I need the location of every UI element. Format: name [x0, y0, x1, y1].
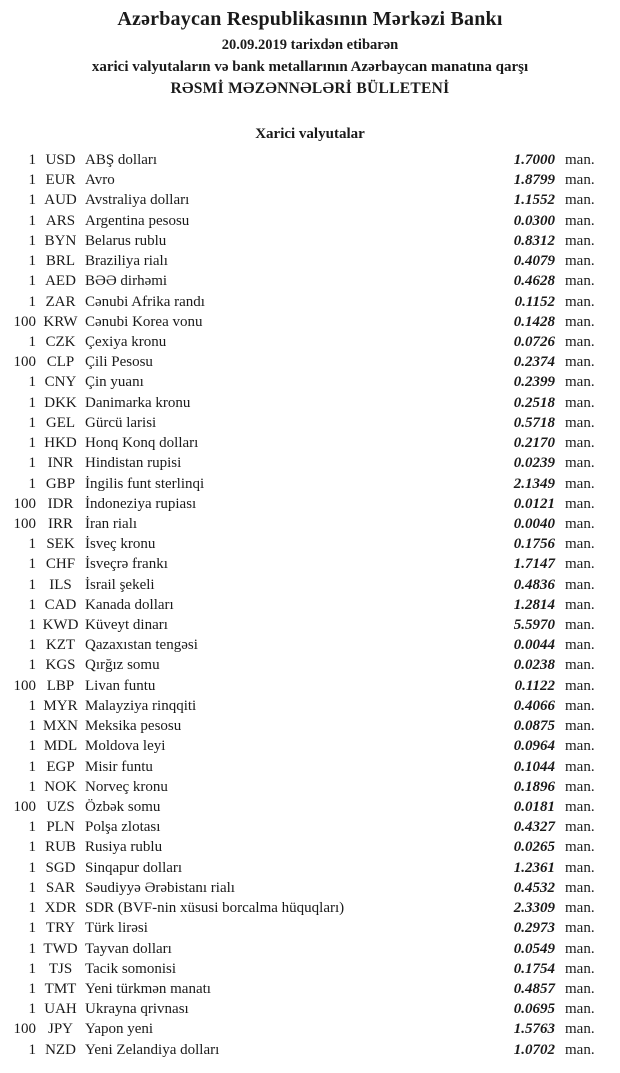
- rate-row: [0, 777, 620, 797]
- rate-row: [0, 271, 620, 291]
- currency-name-cell: Tacik somonisi: [85, 960, 177, 977]
- currency-code-cell: CLP: [46, 354, 75, 371]
- rate-value-cell: 0.1152: [514, 293, 555, 310]
- rate-value-cell: 5.5970: [513, 617, 555, 634]
- unit-cell: man.: [565, 596, 595, 613]
- nominal-cell: 1: [28, 596, 36, 613]
- currency-name-cell: Qazaxıstan tengəsi: [85, 637, 198, 654]
- unit-cell: man.: [565, 758, 595, 775]
- rate-value-cell: 0.0875: [513, 718, 555, 735]
- rate-value-cell: 0.0695: [513, 1001, 555, 1018]
- unit-cell: man.: [565, 414, 595, 431]
- effective-date-line: 20.09.2019 tarixdən etibarən: [221, 37, 399, 53]
- nominal-cell: 1: [28, 980, 36, 997]
- unit-cell: man.: [565, 920, 595, 937]
- unit-cell: man.: [565, 374, 595, 391]
- currency-code-cell: INR: [47, 455, 74, 472]
- currency-name-cell: Hindistan rupisi: [85, 455, 182, 472]
- currency-name-cell: Yeni türkmən manatı: [85, 980, 211, 997]
- nominal-cell: 1: [28, 839, 36, 856]
- currency-code-cell: ZAR: [45, 293, 76, 310]
- nominal-cell: 1: [28, 758, 36, 775]
- unit-cell: man.: [565, 738, 595, 755]
- unit-cell: man.: [565, 495, 595, 512]
- unit-cell: man.: [565, 333, 595, 350]
- unit-cell: man.: [565, 354, 595, 371]
- rate-row: [0, 170, 620, 190]
- currency-name-cell: Malayziya rinqqiti: [85, 697, 197, 714]
- rate-value-cell: 0.4836: [513, 576, 555, 593]
- section-title-foreign-currencies: Xarici valyutalar: [255, 126, 365, 142]
- unit-cell: man.: [565, 879, 595, 896]
- currency-name-cell: Çexiya kronu: [85, 333, 167, 350]
- currency-name-cell: Misir funtu: [85, 758, 153, 775]
- rate-row: [0, 453, 620, 473]
- currency-code-cell: UAH: [44, 1001, 77, 1018]
- unit-cell: man.: [565, 576, 595, 593]
- rate-value-cell: 0.0726: [513, 333, 555, 350]
- nominal-cell: 1: [28, 879, 36, 896]
- rate-value-cell: 0.8312: [513, 232, 555, 249]
- rate-row: [0, 696, 620, 716]
- unit-cell: man.: [565, 960, 595, 977]
- rate-value-cell: 0.0964: [513, 738, 555, 755]
- currency-name-cell: Avstraliya dolları: [85, 192, 190, 209]
- currency-code-cell: KRW: [43, 313, 78, 330]
- unit-cell: man.: [565, 212, 595, 229]
- currency-name-cell: İngilis funt sterlinqi: [85, 475, 205, 492]
- rate-row: [0, 939, 620, 959]
- unit-cell: man.: [565, 859, 595, 876]
- rate-value-cell: 1.7147: [513, 556, 555, 573]
- currency-code-cell: DKK: [44, 394, 77, 411]
- bulletin-title: RƏSMİ MƏZƏNNƏLƏRİ BÜLLETENİ: [170, 80, 450, 97]
- unit-cell: man.: [565, 697, 595, 714]
- currency-name-cell: Braziliya rialı: [85, 253, 168, 270]
- currency-code-cell: RUB: [45, 839, 76, 856]
- currency-name-cell: ABŞ dolları: [85, 152, 158, 168]
- currency-name-cell: Çin yuanı: [85, 374, 144, 391]
- currency-code-cell: CHF: [45, 556, 76, 573]
- currency-name-cell: Yeni Zelandiya dolları: [85, 1041, 220, 1058]
- nominal-cell: 1: [28, 253, 36, 270]
- nominal-cell: 1: [28, 293, 36, 310]
- unit-cell: man.: [565, 192, 595, 209]
- bank-title: Azərbaycan Respublikasının Mərkəzi Bankı: [117, 8, 503, 30]
- currency-code-cell: TMT: [44, 980, 77, 997]
- currency-name-cell: Moldova leyi: [85, 738, 166, 755]
- nominal-cell: 100: [13, 495, 36, 512]
- currency-code-cell: BYN: [44, 232, 77, 249]
- rate-value-cell: 0.4066: [513, 697, 555, 714]
- currency-code-cell: SEK: [46, 536, 75, 553]
- currency-code-cell: XDR: [44, 900, 77, 917]
- rate-row: [0, 595, 620, 615]
- rate-row: [0, 999, 620, 1019]
- currency-name-cell: Ukrayna qrivnası: [85, 1001, 189, 1018]
- nominal-cell: 100: [13, 354, 36, 371]
- unit-cell: man.: [565, 556, 595, 573]
- currency-code-cell: MXN: [42, 718, 78, 735]
- rate-value-cell: 0.0121: [513, 495, 555, 512]
- currency-name-cell: Tayvan dolları: [85, 940, 172, 957]
- rate-value-cell: 1.2814: [513, 596, 555, 613]
- currency-name-cell: Livan funtu: [85, 677, 156, 694]
- rate-row: [0, 716, 620, 736]
- rate-row: [0, 736, 620, 756]
- currency-name-cell: Rusiya rublu: [85, 839, 163, 856]
- currency-name-cell: Yapon yeni: [85, 1021, 154, 1038]
- unit-cell: man.: [565, 637, 595, 654]
- rate-row: [0, 959, 620, 979]
- unit-cell: man.: [565, 657, 595, 674]
- nominal-cell: 100: [13, 1021, 36, 1038]
- nominal-cell: 1: [28, 556, 36, 573]
- unit-cell: man.: [565, 980, 595, 997]
- nominal-cell: 1: [28, 435, 36, 452]
- currency-name-cell: Səudiyyə Ərəbistanı rialı: [85, 879, 235, 896]
- rate-row: [0, 393, 620, 413]
- currency-code-cell: UZS: [46, 799, 75, 815]
- currency-name-cell: Argentina pesosu: [85, 212, 190, 229]
- rate-value-cell: 0.0044: [513, 637, 555, 654]
- nominal-cell: 1: [28, 738, 36, 755]
- rate-value-cell: 1.5763: [513, 1021, 555, 1038]
- rate-value-cell: 0.4079: [513, 253, 555, 270]
- rate-row: [0, 494, 620, 514]
- unit-cell: man.: [565, 232, 595, 249]
- currency-code-cell: IDR: [47, 495, 74, 512]
- rate-value-cell: 1.8799: [513, 172, 555, 189]
- nominal-cell: 1: [28, 374, 36, 391]
- currency-code-cell: JPY: [47, 1021, 73, 1038]
- nominal-cell: 1: [28, 536, 36, 553]
- rate-value-cell: 1.2361: [513, 859, 555, 876]
- nominal-cell: 1: [28, 657, 36, 674]
- currency-code-cell: TWD: [43, 940, 78, 957]
- rate-row: [0, 676, 620, 696]
- unit-cell: man.: [565, 839, 595, 856]
- rate-row: [0, 979, 620, 999]
- currency-code-cell: TJS: [48, 960, 73, 977]
- nominal-cell: 100: [13, 677, 36, 694]
- nominal-cell: 100: [13, 799, 36, 815]
- rate-row: [0, 858, 620, 878]
- currency-name-cell: İsveç kronu: [85, 536, 156, 553]
- rate-value-cell: 2.3309: [513, 900, 555, 917]
- unit-cell: man.: [565, 900, 595, 917]
- currency-name-cell: Sinqapur dolları: [85, 859, 183, 876]
- currency-code-cell: MDL: [43, 738, 78, 755]
- rate-value-cell: 0.2973: [513, 920, 555, 937]
- currency-code-cell: SGD: [45, 859, 76, 876]
- unit-cell: man.: [565, 455, 595, 472]
- unit-cell: man.: [565, 617, 595, 634]
- nominal-cell: 1: [28, 718, 36, 735]
- rate-value-cell: 1.7000: [513, 152, 555, 168]
- unit-cell: man.: [565, 940, 595, 957]
- rate-row: [0, 1019, 620, 1039]
- rate-row: [0, 352, 620, 372]
- unit-cell: man.: [565, 273, 595, 290]
- rate-value-cell: 0.4857: [513, 980, 555, 997]
- rate-row: [0, 534, 620, 554]
- unit-cell: man.: [565, 778, 595, 795]
- currency-code-cell: NZD: [45, 1041, 76, 1058]
- rate-value-cell: 0.2374: [513, 354, 555, 371]
- currency-name-cell: İsrail şekeli: [85, 576, 155, 593]
- rate-value-cell: 0.1754: [513, 960, 555, 977]
- unit-cell: man.: [565, 152, 595, 168]
- rate-value-cell: 0.0549: [513, 940, 555, 957]
- rate-row: [0, 554, 620, 574]
- rate-row: [0, 878, 620, 898]
- rate-value-cell: 1.0702: [513, 1041, 555, 1058]
- rate-row: [0, 575, 620, 595]
- rate-value-cell: 0.4628: [513, 273, 555, 290]
- nominal-cell: 1: [28, 475, 36, 492]
- nominal-cell: 1: [28, 152, 36, 168]
- rate-row: [0, 757, 620, 777]
- rate-value-cell: 0.1756: [513, 536, 555, 553]
- currency-code-cell: ARS: [45, 212, 76, 229]
- nominal-cell: 1: [28, 778, 36, 795]
- rate-value-cell: 0.4327: [513, 819, 555, 836]
- currency-code-cell: KZT: [45, 637, 76, 654]
- rate-row: [0, 413, 620, 433]
- currency-code-cell: GEL: [45, 414, 76, 431]
- unit-cell: man.: [565, 819, 595, 836]
- currency-code-cell: CAD: [44, 596, 77, 613]
- unit-cell: man.: [565, 799, 595, 815]
- rate-value-cell: 0.0238: [513, 657, 555, 674]
- nominal-cell: 1: [28, 192, 36, 209]
- currency-code-cell: AUD: [44, 192, 77, 209]
- rate-row: [0, 190, 620, 210]
- rate-value-cell: 0.2170: [513, 435, 555, 452]
- rate-value-cell: 0.1428: [513, 313, 555, 330]
- rate-value-cell: 0.4532: [513, 879, 555, 896]
- nominal-cell: 1: [28, 920, 36, 937]
- rate-value-cell: 0.1044: [513, 758, 555, 775]
- currency-code-cell: CNY: [44, 374, 77, 391]
- subtitle-line: xarici valyutaların və bank metallarının Azərbaycan manatına qarşı: [91, 59, 529, 75]
- nominal-cell: 1: [28, 960, 36, 977]
- rate-row: [0, 898, 620, 918]
- currency-name-cell: BƏƏ dirhəmi: [85, 273, 168, 290]
- unit-cell: man.: [565, 253, 595, 270]
- unit-cell: man.: [565, 1041, 595, 1058]
- nominal-cell: 1: [28, 232, 36, 249]
- rate-row: [0, 1040, 620, 1060]
- nominal-cell: 1: [28, 212, 36, 229]
- rate-row: [0, 918, 620, 938]
- currency-code-cell: TRY: [45, 920, 76, 937]
- rate-value-cell: 0.5718: [513, 414, 555, 431]
- nominal-cell: 1: [28, 940, 36, 957]
- currency-name-cell: Küveyt dinarı: [85, 617, 168, 634]
- rate-value-cell: 0.1896: [513, 778, 555, 795]
- currency-code-cell: ILS: [49, 576, 72, 593]
- unit-cell: man.: [565, 677, 595, 694]
- currency-code-cell: AED: [45, 273, 76, 290]
- unit-cell: man.: [565, 394, 595, 411]
- currency-name-cell: İsveçrə frankı: [85, 556, 168, 573]
- currency-code-cell: LBP: [46, 677, 75, 694]
- currency-code-cell: EUR: [45, 172, 76, 189]
- rate-row: [0, 635, 620, 655]
- unit-cell: man.: [565, 718, 595, 735]
- rate-value-cell: 0.0300: [513, 212, 555, 229]
- rate-row: [0, 655, 620, 675]
- nominal-cell: 100: [13, 515, 36, 532]
- nominal-cell: 1: [28, 576, 36, 593]
- currency-name-cell: Türk lirəsi: [85, 920, 148, 937]
- currency-name-cell: Belarus rublu: [85, 232, 167, 249]
- currency-name-cell: Çili Pesosu: [85, 354, 153, 371]
- rate-value-cell: 0.1122: [514, 677, 555, 694]
- rate-row: [0, 797, 620, 817]
- currency-code-cell: SAR: [45, 879, 76, 896]
- rate-row: [0, 231, 620, 251]
- nominal-cell: 1: [28, 172, 36, 189]
- currency-code-cell: MYR: [43, 697, 78, 714]
- currency-name-cell: Danimarka kronu: [85, 394, 191, 411]
- nominal-cell: 1: [28, 273, 36, 290]
- rate-value-cell: 2.1349: [513, 475, 555, 492]
- rate-value-cell: 1.1552: [513, 192, 555, 209]
- currency-name-cell: Norveç kronu: [85, 778, 168, 795]
- unit-cell: man.: [565, 475, 595, 492]
- rate-value-cell: 0.0265: [513, 839, 555, 856]
- currency-code-cell: EGP: [46, 758, 75, 775]
- currency-name-cell: Cənubi Korea vonu: [85, 313, 203, 330]
- nominal-cell: 100: [13, 313, 36, 330]
- currency-code-cell: GBP: [45, 475, 76, 492]
- currency-name-cell: Gürcü larisi: [85, 414, 157, 431]
- rate-row: [0, 433, 620, 453]
- rate-row: [0, 837, 620, 857]
- currency-name-cell: SDR (BVF-nin xüsusi borcalma hüquqları): [85, 900, 345, 917]
- currency-name-cell: Polşa zlotası: [85, 819, 161, 836]
- rate-value-cell: 0.0181: [513, 799, 555, 815]
- nominal-cell: 1: [28, 414, 36, 431]
- nominal-cell: 1: [28, 333, 36, 350]
- rate-row: [0, 372, 620, 392]
- currency-name-cell: İndoneziya rupiası: [85, 495, 197, 512]
- unit-cell: man.: [565, 435, 595, 452]
- currency-name-cell: Özbək somu: [85, 799, 161, 815]
- rate-value-cell: 0.2399: [513, 374, 555, 391]
- currency-name-cell: Honq Konq dolları: [85, 435, 199, 452]
- rate-row: [0, 514, 620, 534]
- nominal-cell: 1: [28, 394, 36, 411]
- unit-cell: man.: [565, 172, 595, 189]
- nominal-cell: 1: [28, 859, 36, 876]
- currency-code-cell: IRR: [47, 515, 73, 532]
- exchange-rates-table: [0, 150, 620, 1060]
- currency-code-cell: BRL: [45, 253, 76, 270]
- rate-value-cell: 0.0040: [513, 515, 555, 532]
- nominal-cell: 1: [28, 1001, 36, 1018]
- currency-name-cell: Avro: [85, 172, 115, 189]
- nominal-cell: 1: [28, 697, 36, 714]
- currency-code-cell: KWD: [42, 617, 79, 634]
- rate-row: [0, 292, 620, 312]
- unit-cell: man.: [565, 515, 595, 532]
- bulletin-header: [0, 4, 620, 100]
- currency-code-cell: USD: [45, 152, 76, 168]
- unit-cell: man.: [565, 293, 595, 310]
- rate-row: [0, 332, 620, 352]
- rate-row: [0, 615, 620, 635]
- currency-name-cell: İran rialı: [85, 515, 138, 532]
- unit-cell: man.: [565, 313, 595, 330]
- currency-code-cell: PLN: [46, 819, 75, 836]
- nominal-cell: 1: [28, 617, 36, 634]
- nominal-cell: 1: [28, 819, 36, 836]
- rate-row: [0, 474, 620, 494]
- rate-value-cell: 0.0239: [513, 455, 555, 472]
- currency-name-cell: Cənubi Afrika randı: [85, 293, 205, 310]
- currency-code-cell: CZK: [45, 333, 76, 350]
- currency-code-cell: KGS: [45, 657, 76, 674]
- rate-row: [0, 312, 620, 332]
- currency-code-cell: HKD: [44, 435, 77, 452]
- rate-row: [0, 150, 620, 170]
- rate-row: [0, 251, 620, 271]
- unit-cell: man.: [565, 1001, 595, 1018]
- nominal-cell: 1: [28, 900, 36, 917]
- currency-name-cell: Meksika pesosu: [85, 718, 182, 735]
- nominal-cell: 1: [28, 1041, 36, 1058]
- currency-code-cell: NOK: [44, 778, 77, 795]
- currency-name-cell: Qırğız somu: [85, 657, 160, 674]
- rate-row: [0, 211, 620, 231]
- unit-cell: man.: [565, 1021, 595, 1038]
- nominal-cell: 1: [28, 455, 36, 472]
- nominal-cell: 1: [28, 637, 36, 654]
- currency-name-cell: Kanada dolları: [85, 596, 174, 613]
- rate-row: [0, 817, 620, 837]
- rate-value-cell: 0.2518: [513, 394, 555, 411]
- unit-cell: man.: [565, 536, 595, 553]
